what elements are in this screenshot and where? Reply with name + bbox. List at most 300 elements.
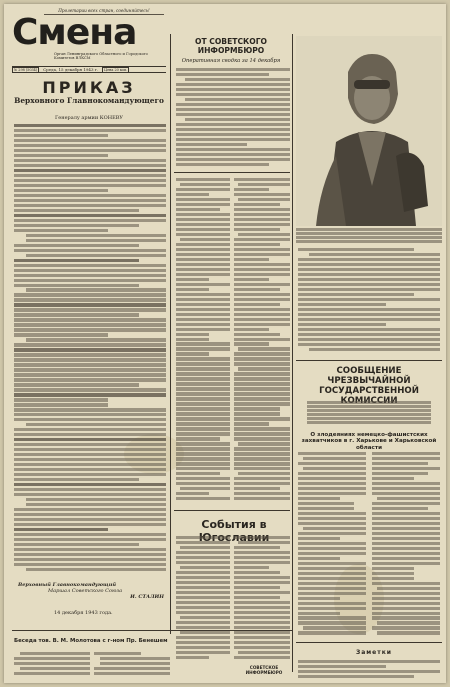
text-line xyxy=(234,258,269,261)
text-line xyxy=(298,318,440,321)
text-line xyxy=(234,308,290,311)
text-line xyxy=(176,392,230,395)
text-line xyxy=(234,293,290,296)
text-line xyxy=(176,138,290,141)
text-line xyxy=(372,572,414,575)
text-line xyxy=(176,437,220,440)
text-line xyxy=(26,234,166,237)
text-line xyxy=(14,438,166,441)
text-line xyxy=(298,572,366,575)
text-line xyxy=(298,298,440,301)
text-line xyxy=(176,551,230,554)
prikaz-subtitle: Верховного Главнокомандующего xyxy=(14,96,164,105)
text-line xyxy=(296,232,442,235)
text-line xyxy=(14,333,108,336)
text-line xyxy=(238,347,290,350)
text-line xyxy=(176,143,247,146)
text-line xyxy=(176,108,290,111)
text-line xyxy=(176,447,230,450)
text-line xyxy=(296,236,442,239)
prikaz-date: 14 декабря 1943 года. xyxy=(54,610,113,616)
text-line xyxy=(14,662,90,665)
text-line xyxy=(298,532,366,535)
text-line xyxy=(14,553,166,556)
text-line xyxy=(14,533,166,536)
text-line xyxy=(234,338,290,341)
text-line xyxy=(234,278,269,281)
text-line xyxy=(372,537,440,540)
text-line xyxy=(176,377,230,380)
portrait-article-text xyxy=(298,248,440,356)
text-line xyxy=(298,482,366,485)
informburo-column-a xyxy=(176,178,230,506)
text-line xyxy=(234,243,280,246)
text-line xyxy=(14,269,166,272)
text-line xyxy=(298,557,340,560)
text-line xyxy=(176,372,230,375)
text-line xyxy=(372,522,440,525)
text-line xyxy=(14,318,166,321)
text-line xyxy=(234,352,290,355)
newspaper-page xyxy=(4,4,446,683)
text-line xyxy=(296,240,442,243)
text-line xyxy=(26,254,166,257)
informburo-column-b xyxy=(234,178,290,506)
text-line xyxy=(14,154,108,157)
text-line xyxy=(238,472,290,475)
text-line xyxy=(372,457,440,460)
text-line xyxy=(234,561,290,564)
text-line xyxy=(14,149,166,152)
text-line xyxy=(307,409,432,412)
text-line xyxy=(234,288,280,291)
text-line xyxy=(14,493,166,496)
text-line xyxy=(176,178,230,181)
text-line xyxy=(234,422,269,425)
text-line xyxy=(176,293,230,296)
text-line xyxy=(234,497,290,500)
text-line xyxy=(234,596,280,599)
text-line xyxy=(234,601,290,604)
text-line xyxy=(26,288,166,291)
informburo-intro-text xyxy=(176,68,290,168)
text-line xyxy=(14,508,166,511)
text-line xyxy=(14,328,166,331)
text-line xyxy=(185,78,290,81)
text-line xyxy=(176,656,209,659)
prikaz-body-text xyxy=(14,124,166,578)
text-line xyxy=(14,378,166,381)
section-rule xyxy=(174,172,290,173)
text-line xyxy=(298,323,386,326)
text-line xyxy=(372,467,440,470)
masthead-slogan: Пролетарии всех стран, соединяйтесь! xyxy=(44,8,164,15)
text-line xyxy=(298,552,366,555)
text-line xyxy=(14,353,166,356)
column-rule xyxy=(170,34,171,634)
text-line xyxy=(14,209,139,212)
text-line xyxy=(176,103,290,106)
text-line xyxy=(14,473,166,476)
text-line xyxy=(298,507,354,510)
text-line xyxy=(234,556,290,559)
text-line xyxy=(180,546,230,549)
text-line xyxy=(234,452,290,455)
text-line xyxy=(180,238,230,241)
text-line xyxy=(14,358,166,361)
text-line xyxy=(234,457,290,460)
text-line xyxy=(307,401,432,404)
text-line xyxy=(298,592,366,595)
bottom-article-heading: Беседа тов. В. М. Молотова с г-ном Пр. Бенешем xyxy=(14,638,168,644)
text-line xyxy=(372,462,428,465)
text-line xyxy=(234,571,280,574)
text-line xyxy=(176,193,209,196)
text-line xyxy=(298,547,366,550)
text-line xyxy=(14,458,166,461)
text-line xyxy=(180,487,230,490)
text-line xyxy=(14,134,108,137)
text-line xyxy=(234,447,290,450)
signature-rank: Маршал Советского Союза xyxy=(48,588,123,594)
text-line xyxy=(176,278,209,281)
text-line xyxy=(14,184,166,187)
pilot-portrait-photo xyxy=(296,36,442,226)
bottom-article-column-a xyxy=(14,652,90,680)
text-line xyxy=(234,303,280,306)
signature-role: Верховный Главнокомандующий xyxy=(18,582,117,588)
text-line xyxy=(238,442,290,445)
text-line xyxy=(372,487,440,490)
text-line xyxy=(377,631,440,634)
text-line xyxy=(180,631,230,634)
text-line xyxy=(176,248,230,251)
text-line xyxy=(14,229,108,232)
text-line xyxy=(14,518,166,521)
text-line xyxy=(14,124,166,127)
text-line xyxy=(372,607,440,610)
prikaz-signature xyxy=(18,582,164,600)
text-line xyxy=(14,393,166,396)
text-line xyxy=(176,606,230,609)
text-line xyxy=(234,586,280,589)
text-line xyxy=(185,118,290,121)
text-line xyxy=(14,488,166,491)
text-line xyxy=(372,482,440,485)
text-line xyxy=(298,328,440,331)
text-line xyxy=(26,568,166,571)
text-line xyxy=(176,283,230,286)
text-line xyxy=(298,338,440,341)
text-line xyxy=(234,432,290,435)
text-line xyxy=(372,512,440,515)
text-line xyxy=(234,248,290,251)
text-line xyxy=(14,538,166,541)
notes-text xyxy=(298,660,440,682)
text-line xyxy=(234,318,290,321)
text-line xyxy=(372,557,440,560)
text-line xyxy=(234,218,290,221)
text-line xyxy=(14,199,166,202)
text-line xyxy=(176,223,230,226)
text-line xyxy=(372,626,440,629)
text-line xyxy=(14,558,166,561)
text-line xyxy=(234,576,290,579)
text-line xyxy=(14,383,139,386)
text-line xyxy=(176,626,230,629)
text-line xyxy=(20,667,90,670)
text-line xyxy=(238,183,290,186)
text-line xyxy=(176,188,230,191)
text-line xyxy=(377,497,440,500)
text-line xyxy=(176,591,230,594)
text-line xyxy=(298,502,354,505)
newspaper-title: Смена xyxy=(12,12,137,53)
text-line xyxy=(14,348,166,351)
text-line xyxy=(176,477,230,480)
text-line xyxy=(176,253,230,256)
text-line xyxy=(176,158,290,161)
text-line xyxy=(176,362,230,365)
text-line xyxy=(234,268,290,271)
text-line xyxy=(372,517,440,520)
text-line xyxy=(298,472,366,475)
column-rule xyxy=(292,34,293,672)
text-line xyxy=(176,263,230,266)
informburo-signature: СОВЕТСКОЕ ИНФОРМБЮРО xyxy=(245,665,283,675)
text-line xyxy=(238,541,290,544)
text-line xyxy=(298,577,366,580)
text-line xyxy=(100,662,170,665)
text-line xyxy=(298,452,366,455)
text-line xyxy=(14,483,166,486)
text-line xyxy=(298,308,440,311)
text-line xyxy=(238,651,290,654)
text-line xyxy=(176,457,230,460)
text-line xyxy=(180,566,230,569)
text-line xyxy=(234,566,269,569)
text-line xyxy=(298,248,414,251)
text-line xyxy=(176,397,230,400)
text-line xyxy=(298,542,366,545)
informburo-subtitle: Оперативная сводка за 14 декабря xyxy=(181,58,281,64)
text-line xyxy=(234,641,290,644)
text-line xyxy=(234,631,290,634)
text-line xyxy=(94,667,170,670)
text-line xyxy=(176,467,230,470)
text-line xyxy=(176,123,290,126)
text-line xyxy=(14,463,166,466)
text-line xyxy=(234,477,290,480)
text-line xyxy=(372,577,414,580)
text-line xyxy=(26,423,166,426)
text-line xyxy=(234,193,290,196)
text-line xyxy=(176,482,230,485)
text-line xyxy=(234,646,290,649)
text-line xyxy=(14,408,166,411)
text-line xyxy=(14,468,166,471)
text-line xyxy=(176,288,209,291)
text-line xyxy=(307,421,432,424)
text-line xyxy=(238,198,290,201)
text-line xyxy=(14,413,166,416)
text-line xyxy=(14,343,166,346)
text-line xyxy=(176,651,230,654)
text-line xyxy=(176,128,290,131)
text-line xyxy=(14,169,166,172)
text-line xyxy=(176,328,230,331)
informburo-title: ОТ СОВЕТСКОГО ИНФОРМБЮРО xyxy=(195,37,267,55)
text-line xyxy=(234,606,290,609)
text-line xyxy=(298,522,366,525)
text-line xyxy=(176,417,230,420)
text-line xyxy=(176,273,230,276)
text-line xyxy=(14,244,139,247)
yugoslavia-column-b xyxy=(234,536,290,662)
text-line xyxy=(298,293,414,296)
text-line xyxy=(303,457,366,460)
prikaz-title: ПРИКАЗ xyxy=(42,78,136,97)
text-line xyxy=(234,283,290,286)
text-line xyxy=(234,372,290,375)
text-line xyxy=(14,303,166,306)
text-line xyxy=(307,413,432,416)
text-line xyxy=(303,626,366,629)
text-line xyxy=(303,527,366,530)
text-line xyxy=(14,323,166,326)
text-line xyxy=(176,113,290,116)
text-line xyxy=(298,537,340,540)
text-line xyxy=(176,233,230,236)
text-line xyxy=(94,672,170,675)
text-line xyxy=(176,601,230,604)
text-line xyxy=(234,188,269,191)
text-line xyxy=(14,164,166,167)
text-line xyxy=(176,412,230,415)
text-line xyxy=(234,437,290,440)
text-line xyxy=(372,477,414,480)
text-line xyxy=(176,407,230,410)
text-line xyxy=(176,73,269,76)
text-line xyxy=(14,657,90,660)
text-line xyxy=(238,233,290,236)
text-line xyxy=(176,636,230,639)
text-line xyxy=(176,198,230,201)
text-line xyxy=(234,546,280,549)
text-line xyxy=(14,443,166,446)
text-line xyxy=(298,562,366,565)
text-line xyxy=(176,357,230,360)
text-line xyxy=(176,153,290,156)
text-line xyxy=(176,268,230,271)
text-line xyxy=(14,388,166,391)
text-line xyxy=(298,621,366,624)
text-line xyxy=(14,189,108,192)
text-line xyxy=(176,611,230,614)
text-line xyxy=(372,597,440,600)
text-line xyxy=(238,367,290,370)
text-line xyxy=(298,616,366,619)
text-line xyxy=(176,323,230,326)
text-line xyxy=(14,308,166,311)
text-line xyxy=(14,224,139,227)
text-line xyxy=(185,98,290,101)
text-line xyxy=(309,253,440,256)
text-line xyxy=(298,660,440,663)
prikaz-addressee: Генералу армии КОНЕВУ xyxy=(54,115,124,121)
text-line xyxy=(14,368,166,371)
issue-price: Цена 20 коп. xyxy=(104,67,128,72)
text-line xyxy=(14,448,166,451)
text-line xyxy=(234,203,280,206)
text-line xyxy=(14,159,166,162)
text-line xyxy=(298,631,366,634)
text-line xyxy=(234,397,290,400)
text-line xyxy=(372,452,440,455)
text-line xyxy=(14,543,139,546)
text-line xyxy=(298,587,366,590)
text-line xyxy=(176,83,290,86)
text-line xyxy=(176,367,230,370)
text-line xyxy=(176,318,230,321)
signature-name: И. СТАЛИН xyxy=(130,594,164,600)
text-line xyxy=(14,403,108,406)
text-line xyxy=(234,223,290,226)
text-line xyxy=(298,343,440,346)
text-line xyxy=(234,581,290,584)
text-line xyxy=(372,547,440,550)
text-line xyxy=(176,402,230,405)
text-line xyxy=(372,582,440,585)
text-line xyxy=(176,303,230,306)
text-line xyxy=(372,492,440,495)
text-line xyxy=(176,581,230,584)
text-line xyxy=(298,487,366,490)
text-line xyxy=(298,665,386,668)
text-line xyxy=(307,417,432,420)
text-line xyxy=(298,477,366,480)
text-line xyxy=(234,427,290,430)
text-line xyxy=(372,567,414,570)
text-line xyxy=(234,238,290,241)
text-line xyxy=(234,551,290,554)
text-line xyxy=(94,652,141,655)
text-line xyxy=(372,592,440,595)
text-line xyxy=(298,512,366,515)
yugoslavia-title: События в xyxy=(201,518,267,531)
bottom-article-column-b xyxy=(94,652,170,680)
text-line xyxy=(14,214,166,217)
text-line xyxy=(14,264,166,267)
text-line xyxy=(20,652,90,655)
text-line xyxy=(176,387,230,390)
text-line xyxy=(176,536,230,539)
text-line xyxy=(14,513,166,516)
text-line xyxy=(14,363,166,366)
text-line xyxy=(176,432,230,435)
text-line xyxy=(234,462,290,465)
text-line xyxy=(14,398,108,401)
text-line xyxy=(176,561,230,564)
text-line xyxy=(176,228,230,231)
text-line xyxy=(234,417,290,420)
text-line xyxy=(176,163,269,166)
text-line xyxy=(14,279,166,282)
text-line xyxy=(100,657,170,660)
text-line xyxy=(14,293,166,296)
text-line xyxy=(234,178,290,181)
text-line xyxy=(372,616,440,619)
